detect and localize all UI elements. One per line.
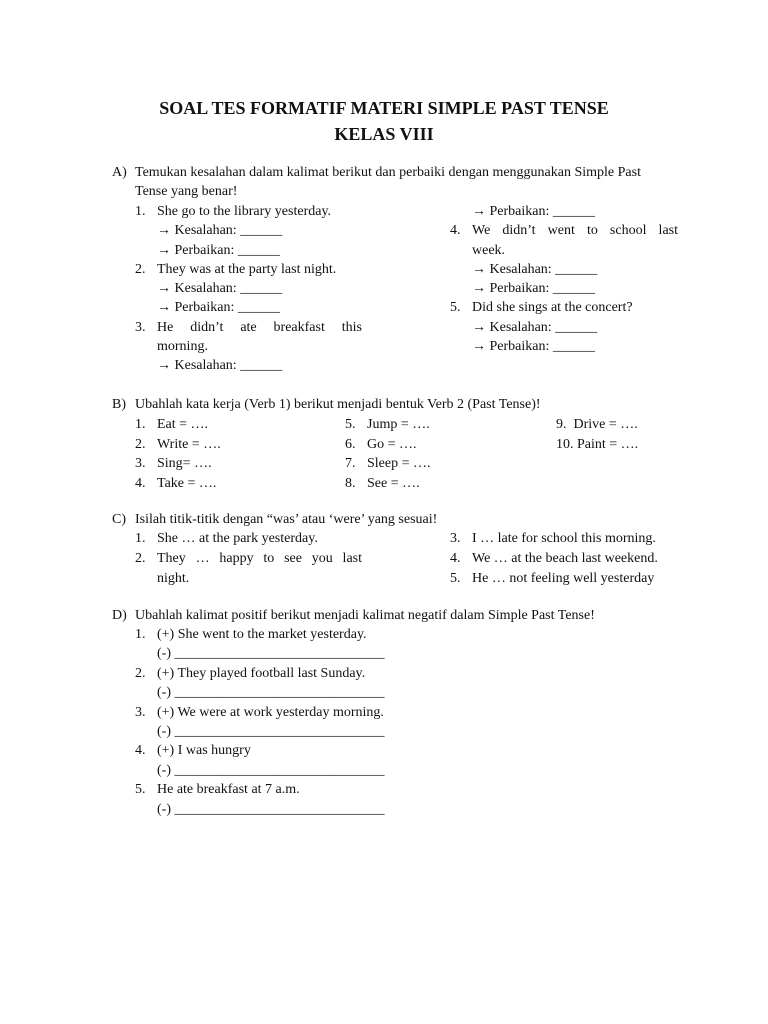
item-number: 1. — [135, 627, 146, 642]
negative-item-1 — [135, 625, 535, 664]
verb-item — [135, 474, 325, 494]
item-number: 1. — [135, 204, 146, 219]
item-number: 7. — [345, 456, 356, 472]
item-sentence: Did she sings at the concert? — [472, 300, 633, 316]
verb-item — [135, 435, 325, 455]
verb-item — [556, 435, 682, 455]
item-sentence: They was at the party last night. — [157, 261, 337, 277]
item-number: 8. — [345, 476, 356, 492]
title-line-2: KELAS VIII — [334, 124, 434, 144]
section-d-list — [135, 625, 535, 819]
item-number: 4. — [135, 743, 146, 759]
verb-item — [135, 415, 325, 435]
section-c-heading — [112, 510, 682, 529]
kesalahan-line: → Kesalahan: ______ — [157, 281, 283, 297]
positive-sentence: (+) They played football last Sunday. — [157, 665, 366, 681]
verb-text: Sing= …. — [157, 456, 212, 472]
positive-sentence: He ate breakfast at 7 a.m. — [157, 782, 300, 798]
section-b-column-2 — [345, 415, 535, 494]
verb-text: Paint = …. — [577, 436, 639, 452]
fill-item-2 — [135, 549, 362, 589]
section-b-column-3 — [556, 415, 682, 454]
perbaikan-line: → Perbaikan: ______ — [472, 281, 595, 297]
section-d — [112, 606, 682, 817]
fill-item-4 — [450, 549, 682, 569]
item-number: 3. — [135, 704, 146, 720]
verb-text: Take = …. — [157, 476, 217, 492]
item-number: 3. — [135, 456, 146, 472]
fill-item-5 — [450, 569, 682, 589]
item-number: 2. — [135, 665, 146, 681]
section-d-heading-text: Ubahlah kalimat positif berikut menjadi kalimat negatif dalam Simple Past Tense! — [135, 608, 595, 623]
section-a-right-column — [450, 202, 678, 356]
item-sentence-line-2: week. — [472, 242, 506, 258]
item-number: 1. — [135, 531, 146, 546]
item-sentence-line-1: He didn’t ate breakfast this — [157, 319, 362, 335]
section-a — [112, 163, 682, 374]
item-number: 3. — [135, 319, 146, 335]
perbaikan-line: → Perbaikan: ______ — [472, 339, 595, 355]
verb-item — [135, 454, 325, 474]
verb-item — [345, 415, 535, 435]
worksheet-title — [0, 95, 768, 147]
item-number: 1. — [135, 417, 146, 432]
positive-sentence: (+) I was hungry — [157, 743, 251, 759]
section-a-item-2 — [135, 260, 362, 279]
item-sentence: She … at the park yesterday. — [157, 531, 318, 546]
verb-text: Drive = …. — [573, 417, 638, 432]
negative-answer-line: (-) ______________________________ — [157, 724, 385, 740]
positive-sentence: (+) She went to the market yesterday. — [157, 627, 367, 642]
negative-answer-line: (-) ______________________________ — [157, 646, 385, 662]
item-sentence: She go to the library yesterday. — [157, 204, 332, 219]
section-c-left-column — [135, 529, 362, 589]
item-number: 4. — [135, 476, 146, 492]
section-b-heading-text: Ubahlah kata kerja (Verb 1) berikut menjadi bentuk Verb 2 (Past Tense)! — [135, 397, 541, 412]
item-sentence: He … not feeling well yesterday — [472, 571, 655, 586]
negative-item-4 — [135, 741, 535, 780]
item-number: 6. — [345, 436, 356, 452]
section-a-heading — [112, 163, 682, 202]
fill-item-1 — [135, 529, 362, 549]
section-b-heading — [112, 395, 682, 414]
item-sentence: I … late for school this morning. — [472, 531, 656, 546]
verb-item — [345, 454, 535, 474]
verb-text: Write = …. — [157, 436, 221, 452]
section-c-heading-text: Isilah titik-titik dengan “was’ atau ‘were’ yang sesuai! — [135, 512, 438, 527]
verb-text: Jump = …. — [367, 417, 430, 432]
item-number: 9. — [556, 417, 567, 432]
negative-item-2 — [135, 664, 535, 703]
section-d-heading — [112, 606, 682, 625]
section-a-letter: A) — [112, 165, 127, 180]
section-a-left-column — [135, 202, 362, 376]
section-a-item-5 — [450, 298, 678, 317]
item-number: 2. — [135, 261, 146, 277]
perbaikan-line: → Perbaikan: ______ — [157, 242, 280, 258]
verb-text: See = …. — [367, 476, 420, 492]
positive-sentence: (+) We were at work yesterday morning. — [157, 704, 384, 720]
section-c-letter: C) — [112, 512, 126, 527]
section-d-letter: D) — [112, 608, 127, 623]
item-sentence: We … at the beach last weekend. — [472, 551, 658, 566]
section-b — [112, 395, 682, 492]
item-sentence-line-2: morning. — [157, 339, 208, 355]
item-number: 4. — [450, 223, 461, 239]
verb-item — [345, 474, 535, 494]
negative-answer-line: (-) ______________________________ — [157, 762, 385, 778]
section-c — [112, 510, 682, 586]
kesalahan-line: → Kesalahan: ______ — [157, 358, 283, 374]
item-number: 2. — [135, 551, 146, 566]
negative-item-3 — [135, 703, 535, 742]
section-a-item-1 — [135, 202, 362, 221]
item-number: 10. — [556, 436, 574, 452]
section-a-heading-line-1: Temukan kesalahan dalam kalimat berikut dan perbaiki dengan menggunakan Simple Past — [135, 165, 641, 180]
item-number: 2. — [135, 436, 146, 452]
item-sentence-line-1: They … happy to see you last — [157, 551, 362, 566]
section-a-heading-line-2: Tense yang benar! — [135, 184, 238, 200]
item-sentence-line-2: night. — [157, 571, 190, 586]
section-b-letter: B) — [112, 397, 126, 412]
item-number: 5. — [450, 300, 461, 316]
item-number: 3. — [450, 531, 461, 546]
perbaikan-line: → Perbaikan: ______ — [472, 204, 595, 219]
kesalahan-line: → Kesalahan: ______ — [472, 261, 598, 277]
item-number: 5. — [135, 782, 146, 798]
section-b-column-1 — [135, 415, 325, 494]
negative-item-5 — [135, 780, 535, 819]
verb-text: Sleep = …. — [367, 456, 431, 472]
section-a-item-4 — [450, 221, 678, 260]
fill-item-3 — [450, 529, 682, 549]
title-line-1: SOAL TES FORMATIF MATERI SIMPLE PAST TENSE — [159, 98, 609, 118]
verb-item — [556, 415, 682, 435]
verb-text: Eat = …. — [157, 417, 209, 432]
item-sentence-line-1: We didn’t went to school last — [472, 223, 678, 239]
section-a-item-3 — [135, 318, 362, 357]
item-number: 5. — [345, 417, 356, 432]
perbaikan-line: → Perbaikan: ______ — [157, 300, 280, 316]
verb-text: Go = …. — [367, 436, 417, 452]
item-number: 4. — [450, 551, 461, 566]
negative-answer-line: (-) ______________________________ — [157, 801, 385, 817]
verb-item — [345, 435, 535, 455]
item-number: 5. — [450, 571, 461, 586]
negative-answer-line: (-) ______________________________ — [157, 685, 385, 701]
section-c-right-column — [450, 529, 682, 589]
kesalahan-line: → Kesalahan: ______ — [157, 223, 283, 239]
kesalahan-line: → Kesalahan: ______ — [472, 319, 598, 335]
